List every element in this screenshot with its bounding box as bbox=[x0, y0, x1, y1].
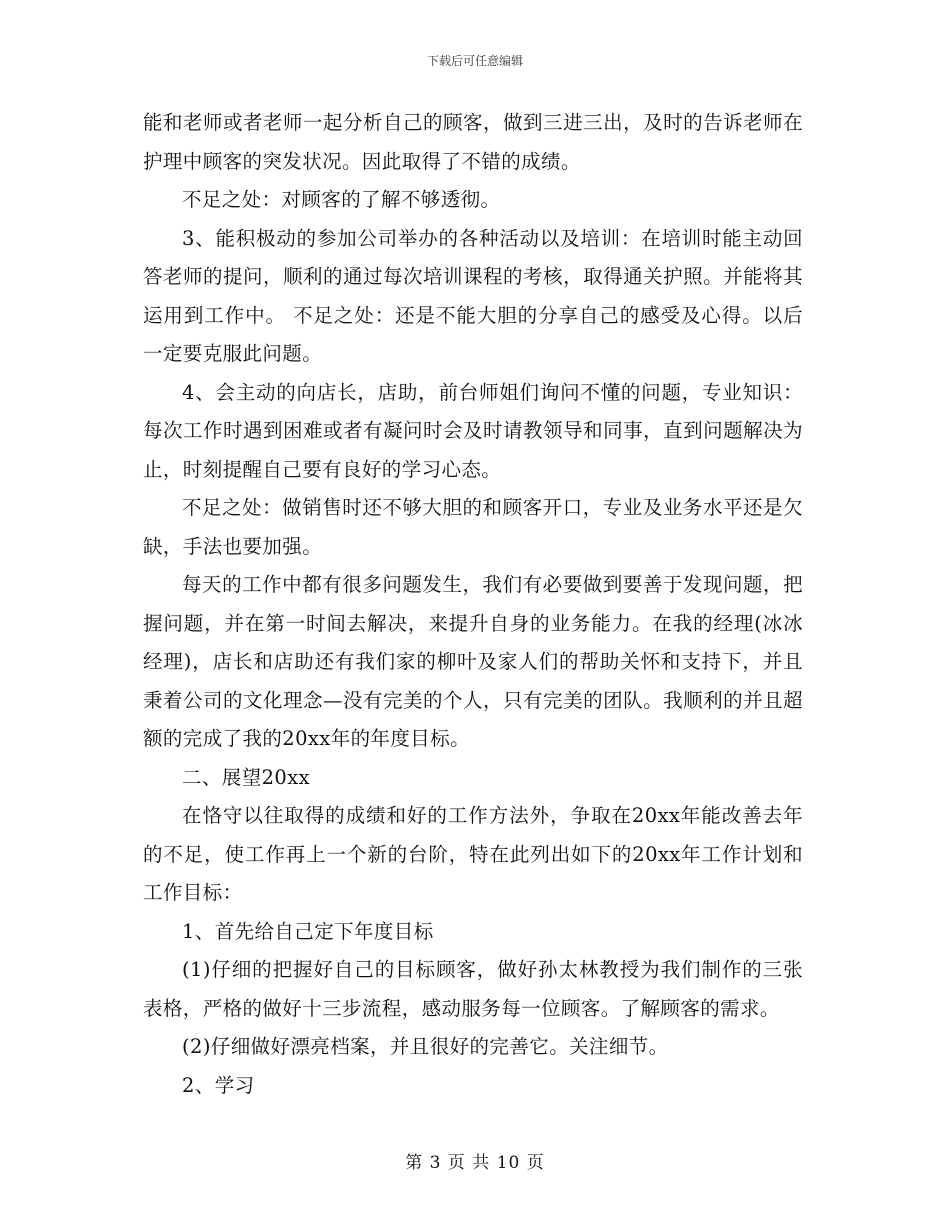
paragraph: 不足之处：对顾客的了解不够透彻。 bbox=[182, 188, 501, 211]
paragraph: 每天的工作中都有很多问题发生，我们有必要做到要善于发现问题，把握问题，并在第一时间去解决，来提升自身的业务能力。在我的经理(冰冰经理)，店长和店助还有我们家的柳叶及家人们的帮助关怀和支持下，并且秉着公司的文化理念—没有完美的个人，只有完美的团队。我顺利的并且超额的完成了我的20xx年的年度目标。 bbox=[143, 573, 803, 750]
page-header: 下载后可任意编辑 bbox=[426, 54, 523, 68]
list-item: 2、学习 bbox=[182, 1073, 255, 1097]
paragraph: 4、会主动的向店长，店助，前台师姐们询问不懂的问题，专业知识：每次工作时遇到困难或者有凝问时会及时请教领导和同事，直到问题解决为止，时刻提醒自己要有良好的学习心态。 bbox=[143, 380, 803, 481]
list-item: 1、首先给自己定下年度目标 bbox=[182, 919, 434, 943]
list-item: (1)仔细的把握好自己的目标顾客，做好孙太林教授为我们制作的三张表格，严格的做好十三步流程，感动服务每一位顾客。了解顾客的需求。 bbox=[143, 958, 803, 1020]
paragraph: 不足之处：做销售时还不够大胆的和顾客开口，专业及业务水平还是欠缺，手法也要加强。 bbox=[143, 496, 803, 558]
section-heading: 二、展望20xx bbox=[182, 765, 311, 789]
list-item: (2)仔细做好漂亮档案，并且很好的完善它。关注细节。 bbox=[182, 1035, 669, 1058]
paragraph: 在恪守以往取得的成绩和好的工作方法外，争取在20xx年能改善去年的不足，使工作再上一个新的台阶，特在此列出如下的20xx年工作计划和工作目标： bbox=[143, 804, 803, 904]
document-body bbox=[143, 104, 803, 1105]
page-number: 第 3 页 共 10 页 bbox=[405, 1153, 545, 1173]
paragraph: 能和老师或者老师一起分析自己的顾客，做到三进三出，及时的告诉老师在护理中顾客的突发状况。因此取得了不错的成绩。 bbox=[143, 111, 803, 173]
paragraph: 3、能积极动的参加公司举办的各种活动以及培训：在培训时能主动回答老师的提问，顺利的通过每次培训课程的考核，取得通关护照。并能将其运用到工作中。 不足之处：还是不能大胆的分享自己的感受及心得。以后一定要克服此问题。 bbox=[143, 226, 803, 365]
